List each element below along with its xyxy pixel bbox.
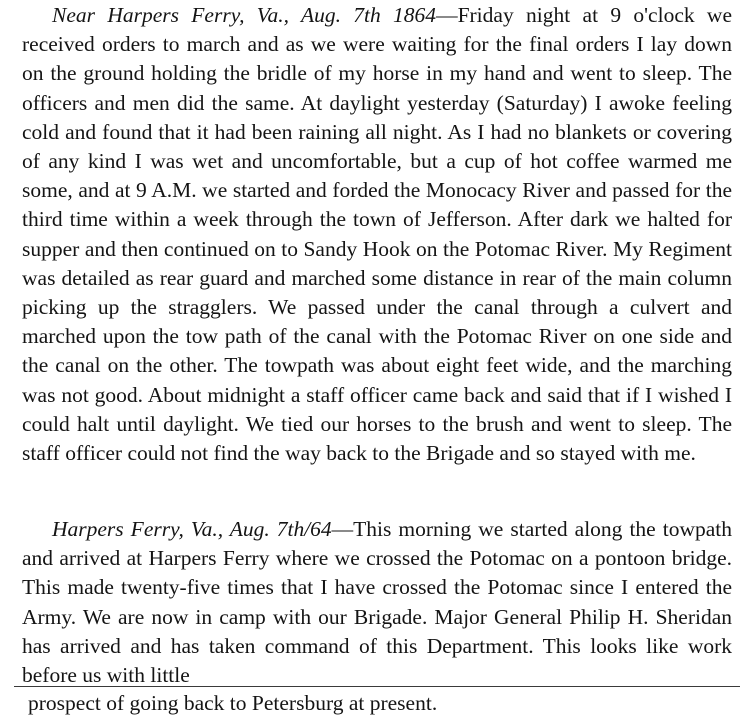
entry-dash: — bbox=[436, 3, 458, 27]
entry-heading: Near Harpers Ferry, Va., Aug. 7th 1864 bbox=[52, 3, 437, 27]
diary-entry-harpers-ferry bbox=[22, 515, 732, 690]
diary-entry-aug-7-1864 bbox=[22, 1, 732, 468]
continued-line: prospect of going back to Petersburg at present. bbox=[28, 691, 438, 715]
scan-cut-line bbox=[14, 686, 740, 687]
entry-body: This morning we started along the towpath and arrived at Harpers Ferry where we crossed the Potomac on a pontoon bridge. This made twenty-five times that I have crossed the Potomac since I entered the Army. We are now in camp with our Brigade. Major General Philip H. Sheridan has arrived and has taken command of this Department. This looks like work before us with little bbox=[22, 517, 732, 688]
entry-heading: Harpers Ferry, Va., Aug. 7th/64 bbox=[52, 517, 332, 541]
entry-body: Friday night at 9 o'clock we received orders to march and as we were waiting for the final orders I lay down on the ground holding the bridle of my horse in my hand and went to sleep. The officers and men did the same. At daylight yesterday (Saturday) I awoke feeling cold and found that it had been raining all night. As I had no blankets or covering of any kind I was wet and uncomfortable, but a cup of hot coffee warmed me some, and at 9 A.M. we started and forded the Monocacy River and passed for the third time within a week through the town of Jefferson. After dark we halted for supper and then continued on to Sandy Hook on the Potomac River. My Regiment was detailed as rear guard and marched some distance in rear of the main column picking up the stragglers. We passed under the canal through a culvert and marched upon the tow path of the canal with the Potomac River on one side and the canal on the other. The towpath was about eight feet wide, and the marching was not good. About midnight a staff officer came back and said that if I wished I could halt until daylight. We tied our horses to the brush and went to sleep. The staff officer could not find the way back to the Brigade and so stayed with me. bbox=[22, 3, 732, 466]
entry-dash: — bbox=[331, 517, 354, 541]
